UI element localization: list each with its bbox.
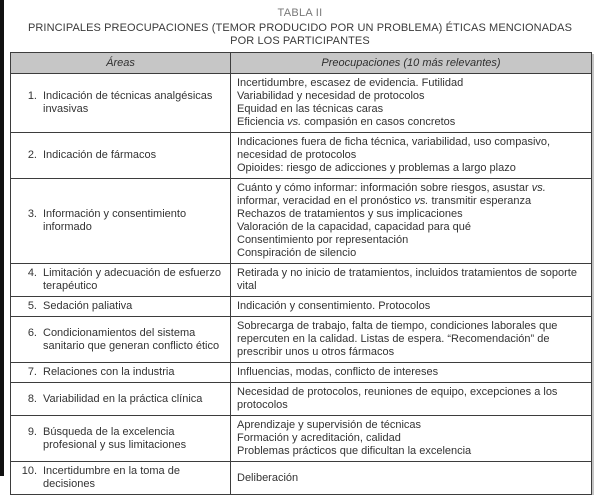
concerns-cell (231, 317, 592, 363)
table-row (11, 317, 592, 363)
area-cell (11, 133, 231, 179)
area-number: 6. (27, 326, 37, 339)
area-label: Relaciones con la industria (43, 366, 175, 378)
concerns-cell (231, 363, 592, 383)
concern-line: Sobrecarga de trabajo, falta de tiempo, condiciones laborales que repercuten en la calidad. Listas de espera. “Recomendación” de prescribir unos u otros fármacos (237, 320, 558, 358)
concern-line: Deliberación (237, 471, 299, 484)
concerns-cell (231, 297, 592, 317)
concern-line: Conspiración de silencio (237, 247, 357, 259)
concerns-cell (231, 264, 592, 297)
area-cell (11, 462, 231, 495)
table-row (11, 383, 592, 416)
area-cell (11, 179, 231, 264)
area-number: 7. (27, 366, 37, 378)
area-number: 8. (27, 392, 37, 405)
area-cell (11, 383, 231, 416)
table-row (11, 297, 592, 317)
area-number: 9. (27, 425, 37, 438)
concern-line: Necesidad de protocolos, reuniones de equipo, excepciones a los protocolos (237, 386, 558, 411)
table-row (11, 179, 592, 264)
concern-line: Rechazos de tratamientos y sus implicaciones (237, 208, 463, 220)
column-header-preocupaciones: Preocupaciones (10 más relevantes) (231, 53, 592, 74)
area-cell (11, 264, 231, 297)
table-row (11, 264, 592, 297)
concerns-table (10, 52, 592, 495)
table-subtitle-line-1: PRINCIPALES PREOCUPACIONES (TEMOR PRODUCIDO POR UN PROBLEMA) ÉTICAS MENCIONADAS (27, 22, 573, 34)
concern-line: Cuánto y cómo informar: información sobre riesgos, asustar vs. informar, veracidad en el pronóstico vs. transmitir esperanza (237, 182, 546, 207)
concern-line: Variabilidad y necesidad de protocolos (237, 90, 425, 102)
concern-line: Retirada y no inicio de tratamientos, incluidos tratamientos de soporte vital (237, 267, 577, 292)
concerns-cell (231, 133, 592, 179)
area-label: Indicación de técnicas analgésicas invasivas (43, 90, 213, 115)
concern-line: Problemas prácticos que dificultan la excelencia (237, 445, 472, 457)
column-header-areas: Áreas (11, 53, 231, 74)
concern-line: Indicación y consentimiento. Protocolos (237, 300, 431, 312)
concern-line: Incertidumbre, escasez de evidencia. Futilidad (237, 77, 464, 89)
table-row (11, 416, 592, 462)
header-row (11, 53, 592, 74)
area-number: 1. (27, 90, 37, 102)
area-number: 5. (27, 300, 37, 312)
concerns-cell (231, 416, 592, 462)
area-label: Indicación de fármacos (43, 149, 157, 161)
concern-line: Influencias, modas, conflicto de intereses (237, 366, 439, 378)
area-cell (11, 363, 231, 383)
concerns-cell (231, 179, 592, 264)
area-label: Incertidumbre en la toma de decisiones (43, 465, 180, 490)
concern-line: Formación y acreditación, calidad (237, 432, 401, 444)
concern-line: Equidad en las técnicas caras (237, 103, 384, 115)
table-row (11, 74, 592, 133)
concern-line: Aprendizaje y supervisión de técnicas (237, 419, 422, 431)
area-number: 4. (27, 267, 37, 279)
table-title: TABLA II (277, 7, 323, 19)
area-number: 3. (27, 208, 37, 220)
concern-line: Indicaciones fuera de ficha técnica, variabilidad, uso compasivo, necesidad de protocolos (237, 136, 551, 161)
scan-edge-artifact (0, 0, 4, 476)
table-subtitle-line-2: POR LOS PARTICIPANTES (230, 35, 370, 47)
table-caption (0, 0, 600, 48)
concern-line: Opioides: riesgo de adicciones y problemas a largo plazo (237, 162, 516, 174)
area-cell (11, 297, 231, 317)
area-cell (11, 416, 231, 462)
area-label: Sedación paliativa (43, 300, 133, 312)
area-number: 10. (21, 465, 37, 477)
area-label: Búsqueda de la excelencia profesional y sus limitaciones (43, 425, 187, 451)
concerns-cell (231, 383, 592, 416)
area-cell (11, 74, 231, 133)
concern-line: Consentimiento por representación (237, 234, 409, 246)
area-label: Condicionamientos del sistema sanitario que generan conflicto ético (43, 326, 220, 352)
table-row (11, 133, 592, 179)
table-row (11, 363, 592, 383)
area-label: Información y consentimiento informado (43, 208, 187, 233)
area-number: 2. (27, 149, 37, 161)
area-cell (11, 317, 231, 363)
area-label: Variabilidad en la práctica clínica (43, 392, 203, 405)
concerns-cell (231, 462, 592, 495)
concern-line: Valoración de la capacidad, capacidad para qué (237, 221, 472, 233)
concern-line: Eficiencia vs. compasión en casos concretos (237, 116, 456, 128)
table-body (11, 74, 592, 495)
concerns-cell (231, 74, 592, 133)
area-label: Limitación y adecuación de esfuerzo terapéutico (43, 267, 221, 292)
table-row (11, 462, 592, 495)
